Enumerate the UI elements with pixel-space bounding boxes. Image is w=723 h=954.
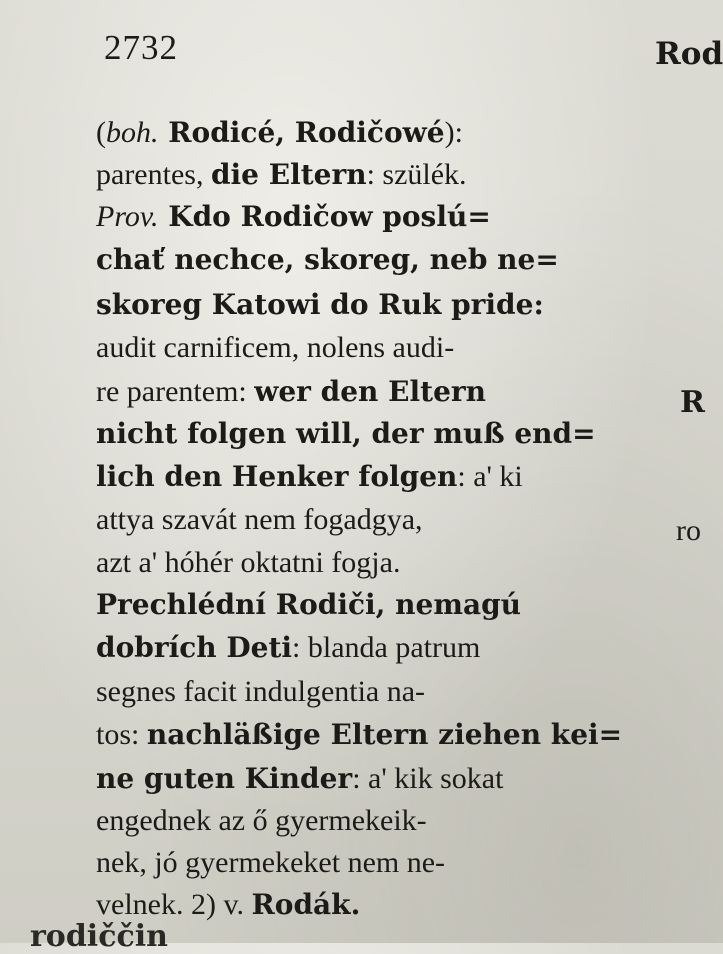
roman-text: velnek. 2) v.: [96, 888, 252, 921]
roman-text: re parentem:: [96, 375, 255, 408]
roman-text: : a' kik sokat: [352, 762, 504, 795]
blackletter-text: Prechlédní Rodiči, nemagú: [96, 588, 522, 621]
blackletter-text: wer den Eltern: [254, 375, 487, 408]
entry-line: [96, 848, 656, 878]
roman-text: audit carnificem, nolens audi-: [96, 331, 455, 364]
blackletter-text: chať nechce, skoreg, neb ne=: [96, 243, 559, 276]
entry-line: [96, 118, 656, 148]
blackletter-text: nicht folgen will, der muß end=: [96, 417, 596, 450]
blackletter-text: die Eltern: [210, 158, 367, 191]
roman-text: ):: [444, 116, 463, 149]
italic-text: Prov.: [96, 200, 159, 233]
next-column-fragment: ro: [676, 514, 701, 547]
entry-line: [96, 677, 656, 707]
entry-line: [96, 419, 656, 449]
blackletter-text: nachläßige Eltern ziehen kei=: [146, 718, 623, 751]
roman-text: tos:: [96, 718, 147, 751]
roman-text: nek, jó gyermekeket nem ne-: [96, 846, 446, 879]
blackletter-text: Kdo Rodičow poslú=: [158, 200, 491, 233]
italic-text: boh.: [106, 116, 159, 149]
next-column-fragment: R: [680, 385, 705, 420]
roman-text: : blanda patrum: [292, 631, 481, 664]
blackletter-text: ne guten Kinder: [96, 762, 353, 795]
roman-text: : szülék.: [366, 158, 467, 191]
entry-line: [96, 764, 656, 794]
entry-line: [96, 377, 656, 407]
entry-line: [96, 462, 656, 492]
entry-line: [96, 633, 656, 663]
running-head: Rod: [655, 36, 723, 72]
blackletter-text: dobrích Deti: [96, 631, 293, 664]
page-number: 2732: [104, 28, 178, 67]
blackletter-text: skoreg Katowi do Ruk pride:: [96, 288, 544, 321]
blackletter-text: Rodák.: [251, 888, 361, 921]
entry-line: [96, 245, 656, 275]
blackletter-text: lich den Henker folgen: [96, 460, 458, 493]
entry-line: [96, 548, 656, 578]
entry-line: [96, 333, 656, 363]
roman-text: parentes,: [96, 158, 211, 191]
entry-line: [96, 202, 656, 232]
entry-line: [96, 590, 656, 620]
cut-off-line: rodiččin: [30, 919, 168, 954]
entry-line: [96, 890, 656, 920]
roman-text: engednek az ő gyermekeik-: [96, 804, 427, 837]
roman-text: segnes facit indulgentia na-: [96, 675, 426, 708]
roman-text: azt a' hóhér oktatni fogja.: [96, 546, 401, 579]
entry-line: [96, 505, 656, 535]
roman-text: : a' ki: [457, 460, 523, 493]
roman-text: attya szavát nem fogadgya,: [96, 503, 423, 536]
entry-line: [96, 290, 656, 320]
roman-text: (: [96, 116, 106, 149]
blackletter-text: Rodicé, Rodičowé: [158, 116, 445, 149]
entry-line: [96, 160, 656, 190]
entry-line: [96, 806, 656, 836]
entry-line: [96, 720, 656, 750]
